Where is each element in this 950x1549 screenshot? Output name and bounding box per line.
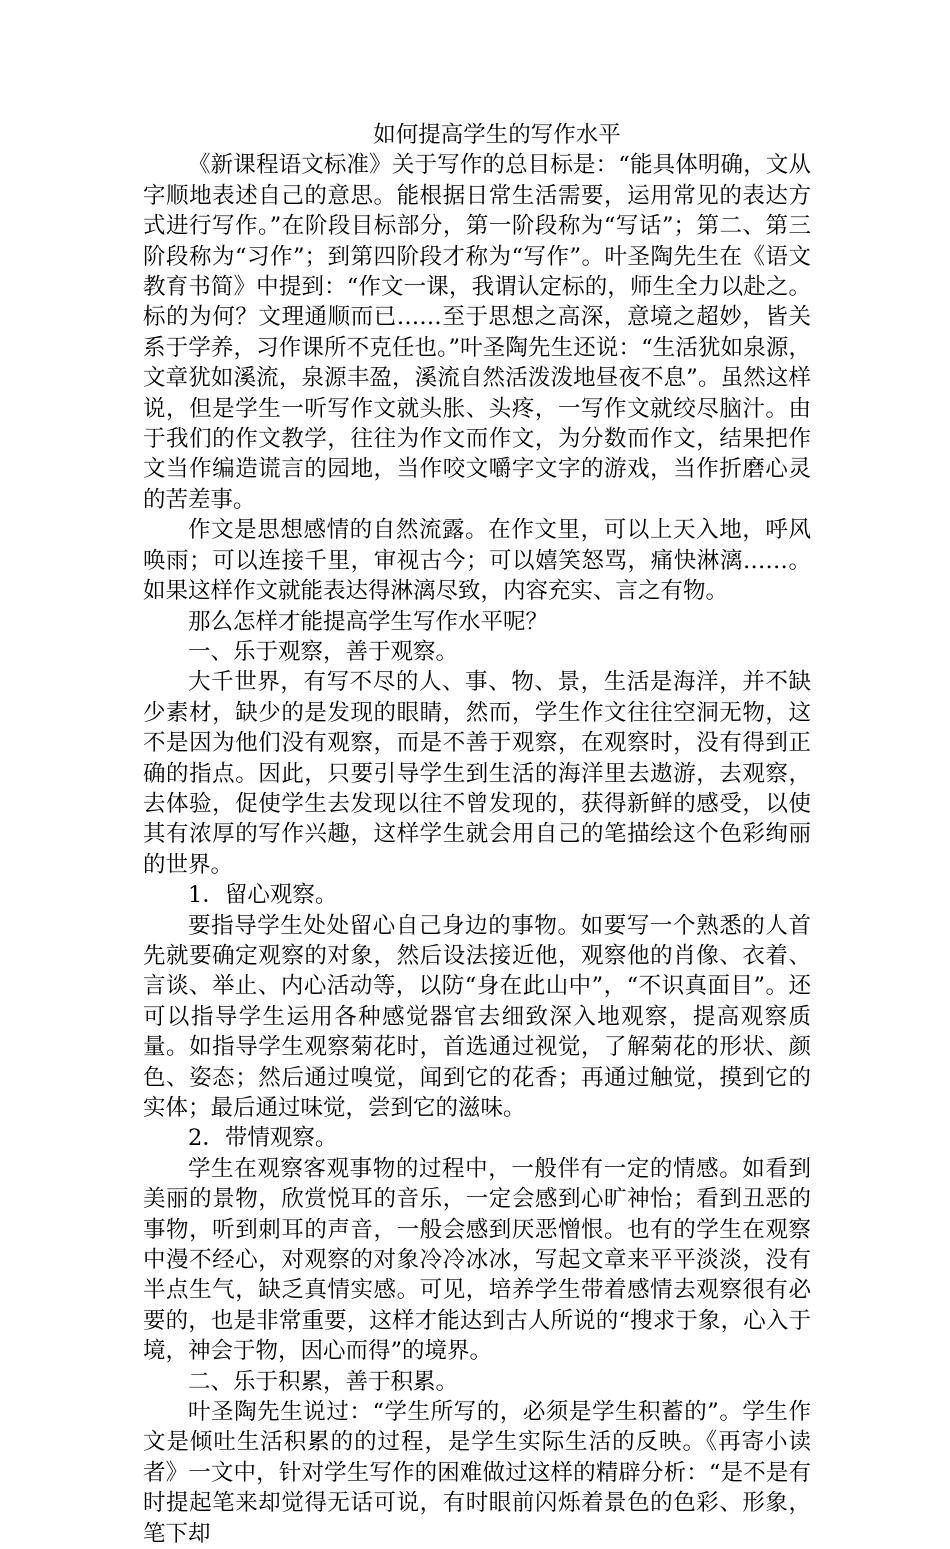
paragraph: 大千世界，有写不尽的人、事、物、景，生活是海洋，并不缺少素材，缺少的是发现的眼睛，然而，学生作文往往空洞无物，这不是因为他们没有观察，而是不善于观察，在观察时，没有得到正确的指点。因此，只要引导学生到生活的海洋里去遨游，去观察，去体验，促使学生去发现以往不曾发现的，获得新鲜的感受，以使其有浓厚的写作兴趣，这样学生就会用自己的笔描绘这个色彩绚丽的世界。 <box>143 669 811 878</box>
paragraph: 《新课程语文标准》关于写作的总目标是：“能具体明确，文从字顺地表述自己的意思。能根据日常生活需要，运用常见的表达方式进行写作。”在阶段目标部分，第一阶段称为“写话”；第二、第三阶段称为“习作”；到第四阶段才称为“写作”。叶圣陶先生在《语文教育书简》中提到：“作文一课，我谓认定标的，师生全力以赴之。标的为何？文理通顺而已……至于思想之高深，意境之超妙，皆关系于学养，习作课所不克任也。”叶圣陶先生还说：“生活犹如泉源，文章犹如溪流，泉源丰盈，溪流自然活泼泼地昼夜不息”。虽然这样说，但是学生一听写作文就头胀、头疼，一写作文就绞尽脑汁。由于我们的作文教学，往往为作文而作文，为分数而作文，结果把作文当作编造谎言的园地，当作咬文嚼字文字的游戏，当作折磨心灵的苦差事。 <box>143 152 811 513</box>
subsection-heading: 1．留心观察。 <box>188 882 338 909</box>
paragraph: 要指导学生处处留心自己身边的事物。如要写一个熟悉的人首先就要确定观察的对象，然后设法接近他，观察他的肖像、衣着、言谈、举止、内心活动等，以防“身在此山中”，“不识真面目”。还可以指导学生运用各种感觉器官去细致深入地观察，提高观察质量。如指导学生观察菊花时，首选通过视觉，了解菊花的形状、颜色、姿态；然后通过嗅觉，闻到它的花香；再通过触觉，摸到它的实体；最后通过味觉，尝到它的滋味。 <box>143 912 811 1121</box>
section-heading: 二、乐于积累，善于积累。 <box>188 1368 459 1395</box>
section-heading: 一、乐于观察，善于观察。 <box>188 638 459 665</box>
paragraph: 叶圣陶先生说过：“学生所写的，必须是学生积蓄的”。学生作文是倾吐生活积累的的过程，是学生实际生活的反映。《再寄小读者》一文中，针对学生写作的困难做过这样的精辟分析：“是不是有时提起笔来却觉得无话可说，有时眼前闪烁着景色的色彩、形象，笔下却 <box>143 1399 811 1547</box>
document-page <box>143 120 811 1549</box>
paragraph: 学生在观察客观事物的过程中，一般伴有一定的情感。如看到美丽的景物，欣赏悦耳的音乐，一定会感到心旷神怡；看到丑恶的事物，听到刺耳的声音，一般会感到厌恶憎恨。也有的学生在观察中漫不经心，对观察的对象冷冷冰冰，写起文章来平平淡淡，没有半点生气，缺乏真情实感。可见，培养学生带着感情去观察很有必要的，也是非常重要，这样才能达到古人所说的“搜求于象，心入于境，神会于物，因心而得”的境界。 <box>143 1155 811 1365</box>
paragraph: 那么怎样才能提高学生写作水平呢？ <box>188 608 549 635</box>
document-title: 如何提高学生的写作水平 <box>373 122 621 148</box>
paragraph: 作文是思想感情的自然流露。在作文里，可以上天入地，呼风唤雨；可以连接千里，审视古今；可以嬉笑怒骂，痛快淋漓……。如果这样作文就能表达得淋漓尽致，内容充实、言之有物。 <box>143 517 811 605</box>
subsection-heading: 2．带情观察。 <box>188 1125 338 1152</box>
